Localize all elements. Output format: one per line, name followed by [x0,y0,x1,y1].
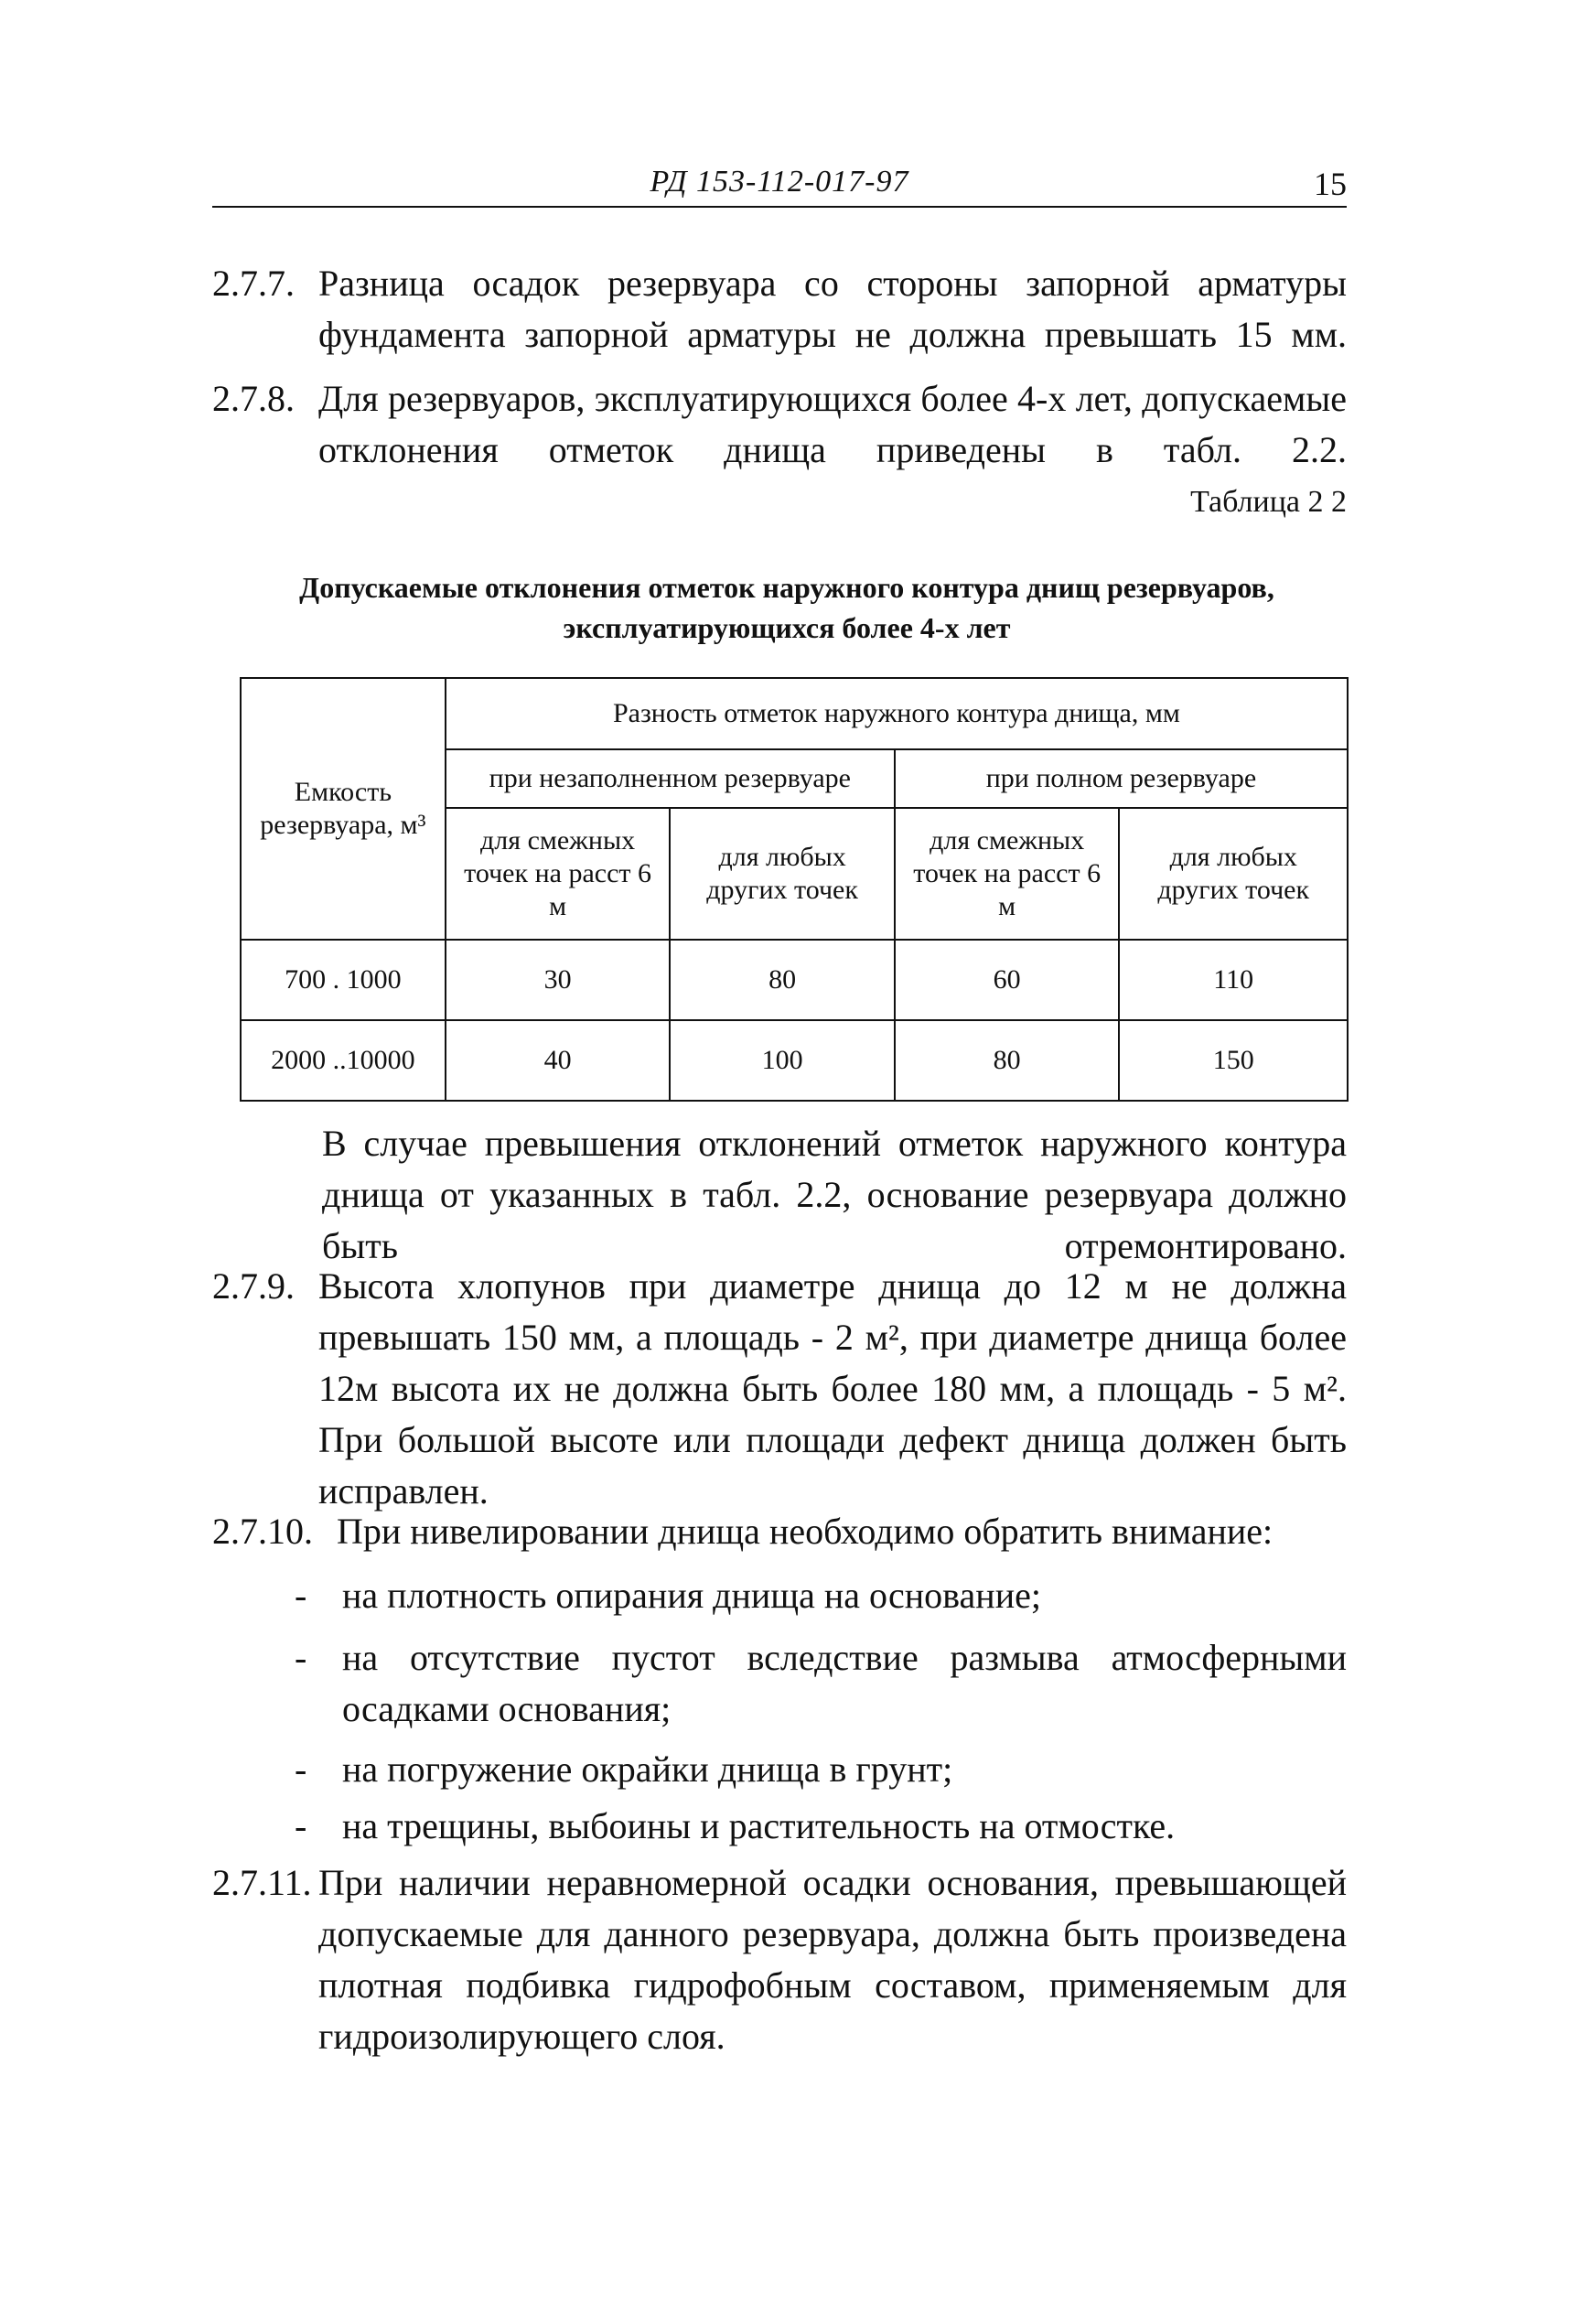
paragraph-2-7-11 [212,1857,1347,2062]
document-code: РД 153-112-017-97 [650,165,909,199]
header-any: для любых других точек [670,808,895,940]
cell-value: 80 [670,940,895,1020]
paragraph-number: 2.7.10. [212,1511,313,1552]
dash-marker: - [295,1748,307,1790]
page-number: 15 [1314,166,1347,202]
table-header-row [241,678,1348,749]
cell-value: 40 [446,1020,671,1101]
list-item [295,1801,1347,1852]
header-adjacent: для смежных точек на расст 6 м [446,808,671,940]
table-row [241,1020,1348,1101]
table-title-line1: Допускаемые отклонения отметок наружного контура днищ резервуаров, [299,571,1274,604]
table-title [229,567,1345,648]
list-item-text: на трещины, выбоины и растительность на отмостке. [342,1805,1176,1846]
cell-value: 150 [1119,1020,1348,1101]
table-title-line2: эксплуатирующихся более 4-х лет [563,611,1011,644]
list-item [295,1570,1347,1621]
table-label: Таблица 2 2 [1190,485,1347,519]
dash-marker: - [295,1805,307,1846]
paragraph-text: При наличии неравномерной осадки основания, превышающей допускаемые для данного резервуара, должна быть произведена плотная подбивка гидрофобным составом, применяемым для гидроизолирующего слоя. [318,1862,1347,2057]
paragraph-number: 2.7.7. [212,263,295,304]
paragraph-text: Для резервуаров, эксплуатирующихся более 4-х лет, допускаемые отклонения отметок днища приведены в табл. 2.2. [318,378,1347,470]
paragraph-text: В случае превышения отклонений отметок наружного контура днища от указанных в табл. 2.2, основание резервуара должно быть отремонтировано. [322,1123,1347,1266]
cell-value: 80 [895,1020,1120,1101]
cell-capacity: 2000 ..10000 [241,1020,446,1101]
header-full: при полном резервуаре [895,749,1348,808]
cell-value: 100 [670,1020,895,1101]
header-adjacent: для смежных точек на расст 6 м [895,808,1120,940]
cell-value: 60 [895,940,1120,1020]
dash-marker: - [295,1637,307,1678]
header-unfilled: при незаполненном резервуаре [446,749,895,808]
list-item-text: на плотность опирания днища на основание; [342,1575,1041,1616]
paragraph-text: При нивелировании днища необходимо обратить внимание: [337,1511,1273,1552]
paragraph-text: Высота хлопунов при диаметре днища до 12 м не должна превышать 150 мм, а площадь - 2 м², при диаметре днища более 12м высота их не должна быть более 180 мм, а площадь - 5 м². При большой высоте или площади дефект днища должен быть исправлен. [318,1265,1347,1512]
paragraph-number: 2.7.9. [212,1265,295,1307]
list-item [295,1632,1347,1735]
paragraph-2-7-10 [212,1506,1347,1557]
header-diff: Разность отметок наружного контура днища, мм [446,678,1348,749]
table-row [241,940,1348,1020]
dash-marker: - [295,1575,307,1616]
list-item [295,1744,1347,1795]
page-header [212,165,1347,205]
deviation-table [240,677,1349,1102]
list-item-text: на отсутствие пустот вследствие размыва атмосферными осадками основания; [342,1637,1347,1729]
list-item-text: на погружение окрайки днища в грунт; [342,1748,953,1790]
header-rule [212,206,1347,208]
paragraph-number: 2.7.11. [212,1862,312,1903]
cell-value: 110 [1119,940,1348,1020]
header-capacity: Емкость резервуара, м³ [241,678,446,940]
cell-capacity: 700 . 1000 [241,940,446,1020]
paragraph-text: Разница осадок резервуара со стороны запорной арматуры фундамента запорной арматуры не должна превышать 15 мм. [318,263,1347,355]
header-any: для любых других точек [1119,808,1348,940]
cell-value: 30 [446,940,671,1020]
paragraph-number: 2.7.8. [212,378,295,419]
